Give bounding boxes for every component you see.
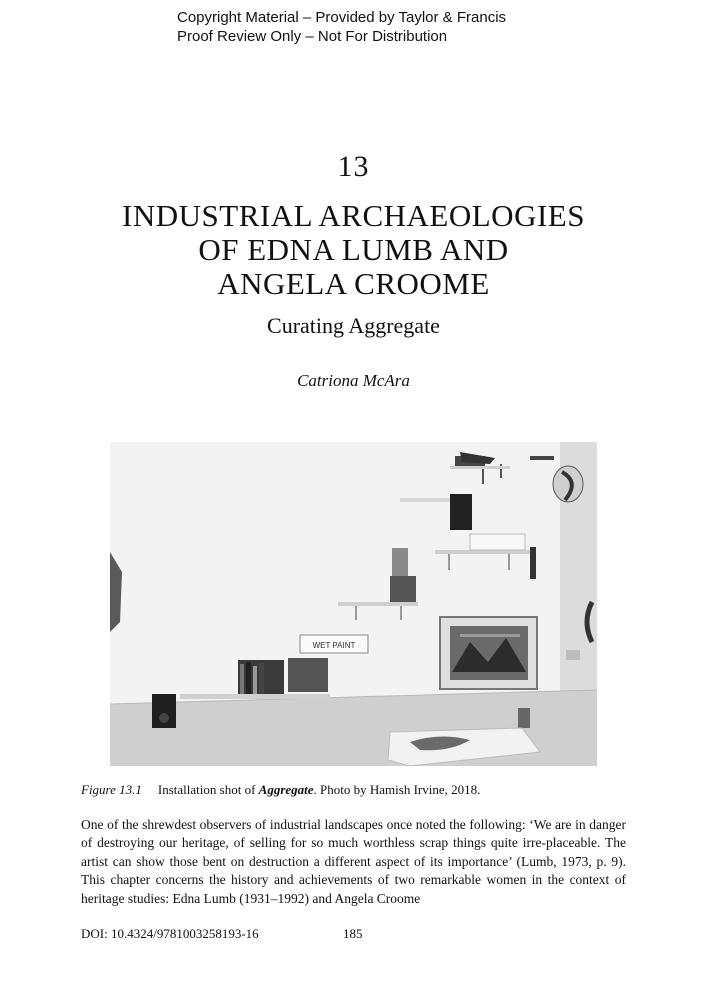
chapter-author: Catriona McAra [297,371,410,390]
doi: DOI: 10.4324/9781003258193-16 [81,926,259,941]
copyright-watermark [177,8,506,46]
body-paragraph [81,816,626,908]
figure-caption [81,782,480,798]
chapter-title-line: OF EDNA LUMB AND [198,232,509,267]
chapter-title-line: INDUSTRIAL ARCHAEOLOGIES [122,198,585,233]
page-number: 185 [343,926,363,941]
chapter-title-line: ANGELA CROOME [217,266,490,301]
figure-caption-post: . Photo by Hamish Irvine, 2018. [313,782,481,797]
wet-paint-sign: WET PAINT [312,641,356,650]
installation-photo [110,442,597,766]
watermark-line-2: Proof Review Only – Not For Distribution [177,28,448,45]
body-line: placeable. The artist can show those bent on destruction a different aspect of its importance’ [81,835,626,869]
body-line: (Lumb, 1973, p. 9). This chapter concerns the history and achievements of two remarkable [81,853,626,888]
watermark-line-1: Copyright Material – Provided by Taylor & Francis [177,9,507,26]
figure-caption-pre: Installation shot of [157,782,259,797]
figure-caption-work-title: Aggregate [258,782,314,797]
page-footer [81,926,363,942]
body-line: women in the context of heritage studies: Edna Lumb (1931–1992) and Angela Croome [81,872,627,906]
figure-caption-label: Figure 13.1 [81,782,142,797]
installation-photo-graphic [110,442,597,766]
chapter-title [60,199,647,301]
chapter-subtitle: Curating Aggregate [267,313,440,338]
body-line: One of the shrewdest observers of industrial landscapes once noted the following: ‘We are [81,817,572,832]
chapter-number: 13 [337,150,370,183]
body-line: in danger of destroying our heritage, of selling for so much worthless scrap things quite irre- [81,817,627,851]
